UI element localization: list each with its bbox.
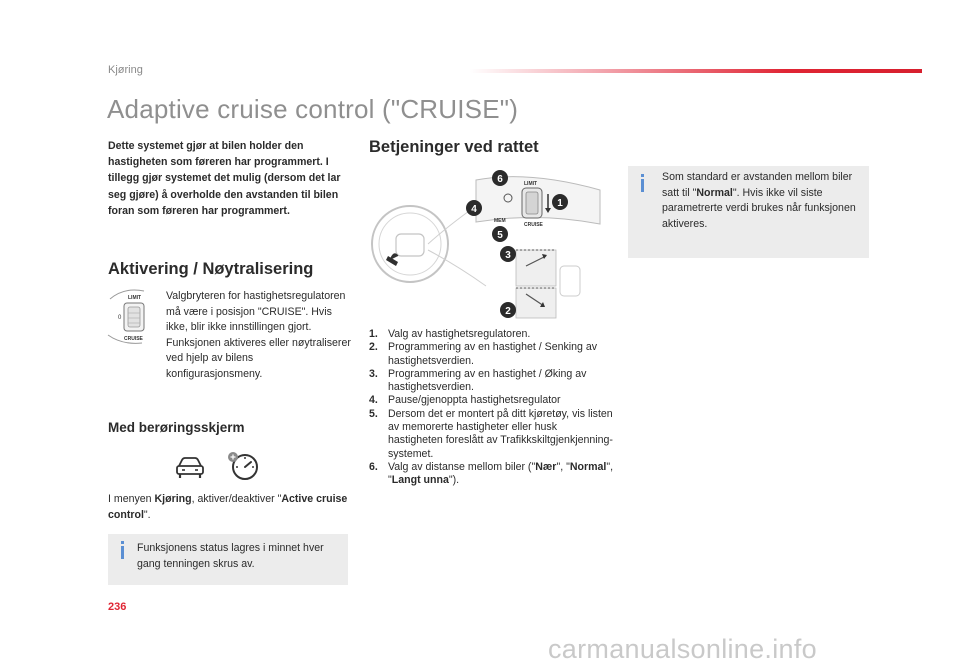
- info-icon: [121, 541, 124, 544]
- note-left-text: Funksjonens status lagres i minnet hver gang tenningen skrus av.: [137, 542, 324, 570]
- watermark: carmanualsonline.info: [548, 634, 817, 664]
- callout-4: [466, 200, 482, 216]
- controls-list: [369, 328, 614, 488]
- menu-name: Kjøring: [154, 493, 192, 505]
- callout-2: [500, 302, 516, 318]
- section-label: Kjøring: [108, 64, 143, 76]
- svg-text:6: 6: [497, 174, 503, 185]
- svg-text:1: 1: [557, 198, 563, 209]
- page-title: Adaptive cruise control ("CRUISE"): [107, 94, 519, 124]
- note-right-text: Som standard er avstanden mellom biler satt til "Normal". Hvis ikke vil siste parametrerte verdi brukes når funksjonen aktiveres.: [662, 171, 856, 230]
- intro-text: Dette systemet gjør at bilen holder den hastigheten som føreren har programmert. I tillegg gjør systemet det mulig (dersom det lar seg gjøre) å overholde den avstanden til bilen foran som føreren har programmert.: [108, 140, 341, 217]
- callout-3: [500, 246, 516, 262]
- callout-1: [552, 194, 568, 210]
- menu-instruction: I menyen Kjøring, aktiver/deaktiver "Active cruise control".: [108, 493, 348, 521]
- svg-text:4: 4: [471, 204, 477, 215]
- svg-text:2: 2: [505, 306, 511, 317]
- activation-text: Valgbryteren for hastighetsregulatoren må være i posisjon "CRUISE". Hvis ikke, blir ikke innstillingen gjort. Funksjonen aktiveres eller nøytraliserer ved hjelp av bilens konfigurasjonsmeny.: [166, 290, 351, 380]
- info-icon: [641, 174, 644, 177]
- list-item: 6. Valg av distanse mellom biler ("Nær", "Normal", "Langt unna").: [369, 460, 614, 487]
- callout-5: [492, 226, 508, 242]
- list-item: 2. Programmering av en hastighet / Senking av hastighetsverdien.: [369, 341, 598, 367]
- steering-controls-illustration: [368, 166, 618, 320]
- list-item: 3. Programmering av en hastighet / Øking av hastighetsverdien.: [369, 367, 587, 394]
- activation-heading: Aktivering / Nøytralisering: [108, 260, 314, 278]
- car-icon: [175, 456, 205, 480]
- stalk-label-cruise: CRUISE: [524, 222, 543, 228]
- function-name: Active cruise control: [108, 493, 348, 521]
- touchscreen-heading: Med berøringsskjerm: [108, 420, 245, 435]
- note-box-left: [108, 534, 348, 585]
- stalk-label-mem: MEM: [494, 218, 506, 224]
- header-accent-bar: [470, 69, 922, 73]
- switch-label-cruise: CRUISE: [124, 336, 143, 342]
- list-item: 5. Dersom det er montert på ditt kjøretøy, vis listen av memorerte hastigheter eller husk hastigheten foreslått av Trafikkskiltgjenkjenning-systemet.: [369, 407, 613, 460]
- callout-6: [492, 170, 508, 186]
- page-number: 236: [108, 601, 127, 613]
- list-item: 1. Valg av hastighetsregulatoren.: [369, 328, 531, 340]
- svg-text:3: 3: [505, 250, 511, 261]
- switch-label-limit: LIMIT: [128, 295, 142, 301]
- list-item: 4. Pause/gjenoppta hastighetsregulator: [369, 394, 561, 407]
- speedometer-settings-icon: [225, 450, 261, 482]
- switch-label-zero: 0: [118, 315, 122, 321]
- cruise-selector-switch-illustration: [104, 285, 162, 347]
- svg-text:5: 5: [497, 230, 503, 241]
- stalk-label-limit: LIMIT: [524, 181, 538, 187]
- note-box-right: [628, 166, 869, 258]
- controls-heading: Betjeninger ved rattet: [369, 138, 539, 156]
